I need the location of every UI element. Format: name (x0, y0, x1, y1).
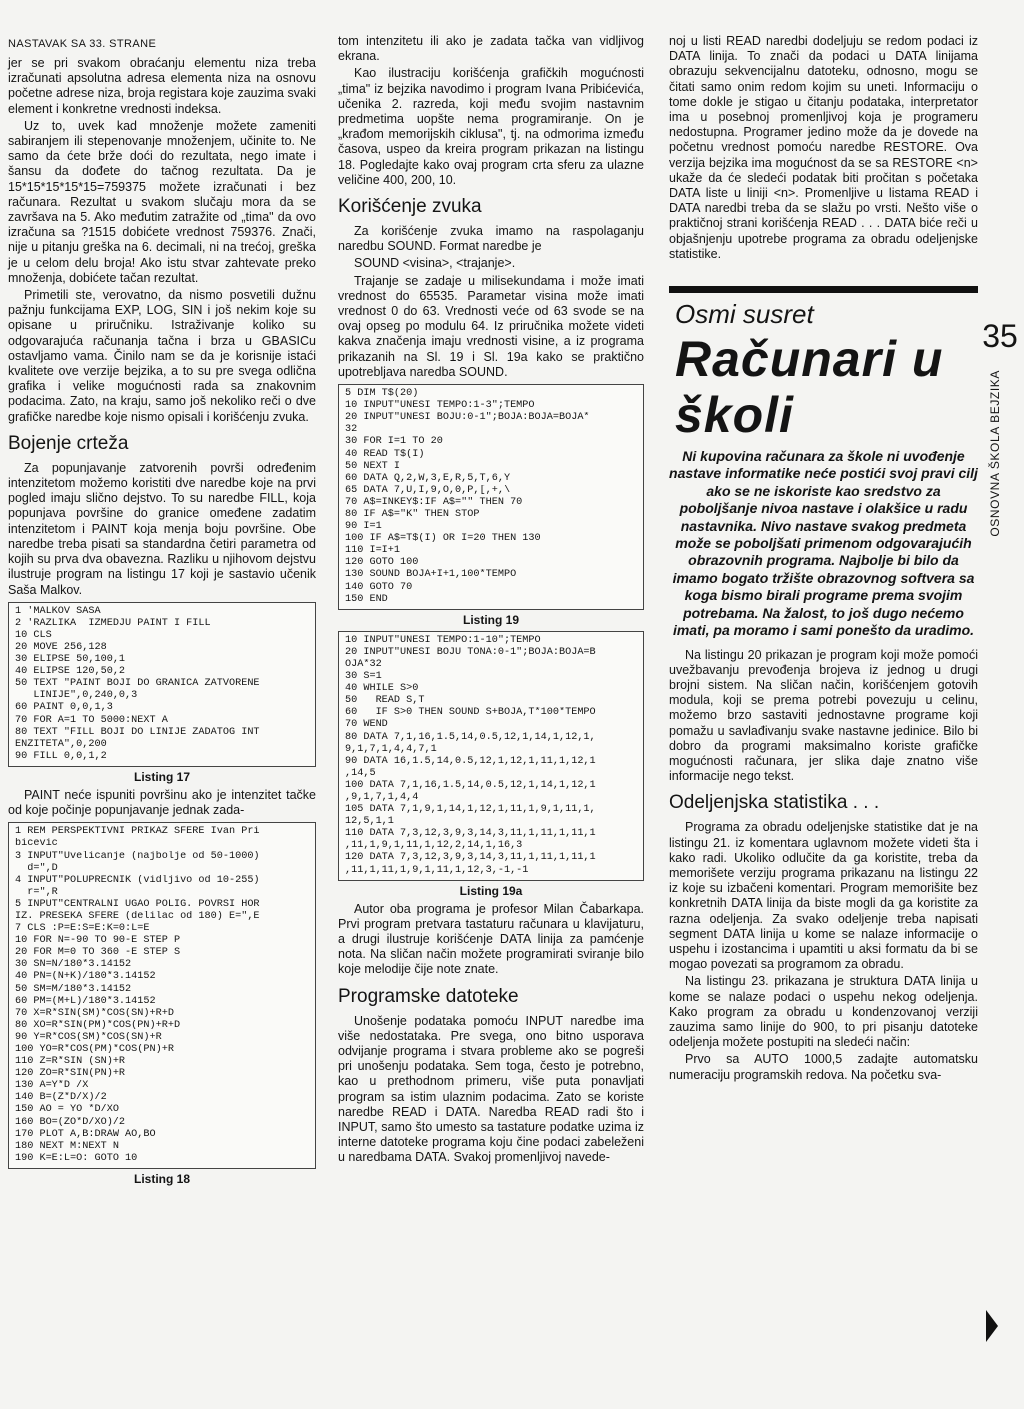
code-line: 30 FOR I=1 TO 20 (345, 436, 443, 448)
code-line: 110 I=I+1 (345, 545, 401, 557)
code-line: 70 A$=INKEY$:IF A$="" THEN 70 (345, 496, 523, 508)
listing-19a (338, 631, 644, 881)
code-line: 180 NEXT M:NEXT N (15, 1140, 119, 1152)
code-line: 1 REM PERSPEKTIVNI PRIKAZ SFERE Ivan Pri (15, 826, 260, 838)
code-line: ,9,1,7,1,4,4 (345, 791, 419, 803)
paragraph: Na listingu 23. prikazana je struktura DATA linija u kome se nalaze podaci o uspehu nekog odeljenja. Kako program za obradu u kondenzovanoj verziji zauzima samo linije do 900, to pri pisanju datoteke odeljenja možete postupiti na sledeći način: (669, 974, 978, 1050)
code-line: 40 WHILE S>0 (345, 683, 419, 695)
listing-19-caption: Listing 19 (462, 612, 519, 627)
code-line: 120 DATA 7,3,12,3,9,3,14,3,11,1,11,1,11,1 (345, 852, 596, 864)
code-line: 40 READ T$(I) (345, 448, 425, 460)
paragraph: PAINT neće ispuniti površinu ako je intenzitet tačke od koje počinje popunjavanje jednak zada- (8, 787, 316, 818)
listing-18-caption: Listing 18 (133, 1171, 190, 1186)
code-line: 7 CLS :P=E:S=E:K=0:L=E (15, 923, 150, 935)
listing-17 (8, 602, 316, 767)
page-sidebar (980, 318, 1020, 578)
paragraph: Primetili ste, verovatno, da nismo posvetili dužnu pažnju funkcijama EXP, LOG, SIN i još nekim koje su opisane u priručniku. Istraživanje koliko su odgovarajuća računanja tačna i brza u GBASICu ostavljamo vama. Činilo nam se da je korisnije istaći kvalitete ove verzije bejzika, a to su pre svega odlična grafika i velike mogućnosti rada sa znakovnim podacima. Zato, na kraju, samo još nekoliko reči o dve grafičke naredbe koje nismo opisali i korišćenju zvuka. (8, 288, 316, 424)
code-line: 70 X=R*SIN(SM)*COS(SN)+R+D (15, 1007, 174, 1019)
code-line: 4 INPUT"POLUPRECNIK (vidljivo od 10-255) (15, 874, 260, 886)
code-line: 90 DATA 16,1.5,14,0.5,12,1,12,1,11,1,12,1 (345, 755, 596, 767)
code-line: LINIJE",0,240,0,3 (15, 690, 138, 702)
code-line: ENZITETA",0,200 (15, 738, 107, 750)
code-line: 140 GOTO 70 (345, 581, 413, 593)
code-line: 5 DIM T$(20) (345, 388, 419, 400)
column-1 (8, 34, 316, 1190)
paragraph: Trajanje se zadaje u milisekundama i može imati vrednost do 65535. Parametar visina može imati vrednost 0 do 63. Vrednosti veće od 63 svode se na ovaj opseg po modulu 64. Iz priručnika možete videti kakva značenja imaju vrednosti visine, a iz programa prikazanih na Sl. 19 i Sl. 19a kako se praktično upotrebljava naredba SOUND. (338, 273, 644, 379)
code-line: 70 WEND (345, 719, 388, 731)
paragraph: Za korišćenje zvuka imamo na raspolaganju naredbu SOUND. Format naredbe je (338, 224, 644, 254)
code-line: 150 AO = YO *D/XO (15, 1104, 119, 1116)
code-line: 105 DATA 7,1,9,1,14,1,12,1,11,1,9,1,11,1, (345, 804, 596, 816)
code-line: 90 Y=R*COS(SM)*COS(SN)+R (15, 1031, 162, 1043)
code-line: d=",D (15, 862, 58, 874)
code-line: 10 CLS (15, 629, 52, 641)
code-line: 80 TEXT "FILL BOJI DO LINIJE ZADATOG INT (15, 726, 260, 738)
code-line: 100 IF A$=T$(I) OR I=20 THEN 130 (345, 533, 541, 545)
page-number: 35 (982, 318, 1018, 354)
section-rule (669, 286, 978, 293)
article-lead: Ni kupovina računara za škole ni uvođenje nastave informatike neće postići svoj pravi cilj ako se ne iskoriste kao sredstvo za poboljšanje nivoa nastave i olakšice u radu nastavnika. Nivo nastave svakog predmeta može se poboljšati primenom odgovarajućih obrazovnih programa. Najbolje bi bilo da imamo bogato tržište obrazovnog softvera sa koga bismo birali programe prema svojim potrebama. Na žalost, to još dugo nećemo imati, pa moramo i sami ponešto da uradimo. (669, 448, 978, 639)
code-line: 2 'RAZLIKA IZMEDJU PAINT I FILL (15, 617, 211, 629)
paragraph: Programa za obradu odeljenjske statistike dat je na listingu 21. iz komentara uglavnom možete videti šta i kako radi. Ukoliko odlučite da ga koristite, treba da memorišete verziju programa prikazanu na listingu 22 iz koje su izbačeni komentari. Program memorišite bez konkretnih DATA linija da biste mogli da ga koristite za razna odeljenja. Za svako odeljenje treba napisati segment DATA linija u kome se nalaze informacije o uspehu i izostancima i upamtiti u aksi formatu da bi se mogao povezati sa programom za obradu. (669, 820, 978, 972)
code-line: 130 A=Y*D /X (15, 1080, 89, 1092)
continue-arrow-icon (986, 1310, 998, 1342)
article-title-line-2: školi (675, 387, 794, 444)
code-line: 10 FOR N=-90 TO 90-E STEP P (15, 935, 181, 947)
code-line: 120 GOTO 100 (345, 557, 419, 569)
code-line: 110 Z=R*SIN (SN)+R (15, 1056, 126, 1068)
code-line: 20 MOVE 256,128 (15, 641, 107, 653)
code-line: 40 ELIPSE 120,50,2 (15, 666, 126, 678)
paragraph: Unošenje podataka pomoću INPUT naredbe ima više nedostataka. Pre svega, ono bitno usporava odvijanje programa i stvara probleme ako se pogreši pri unošenju podataka. Sem toga, često je potrebno, kao u prethodnom primeru, više puta ponavljati program sa istim ulaznim podacima. Zato se koriste naredbe READ i DATA. Naredba READ radi što i INPUT, samo što umesto sa tastature podatke uzima iz interne datoteke programa koju čine podaci zabeleženi u naredbama DATA. Svakoj promenljivoj navede- (338, 1013, 644, 1165)
code-line: 12,5,1,1 (345, 816, 394, 828)
code-line: 110 DATA 7,3,12,3,9,3,14,3,11,1,11,1,11,1 (345, 828, 596, 840)
section-heading-bojenje: Bojenje crteža (8, 432, 129, 454)
code-line: 80 DATA 7,1,16,1.5,14,0.5,12,1,14,1,12,1, (345, 731, 596, 743)
code-line: 170 PLOT A,B:DRAW AO,BO (15, 1128, 156, 1140)
paragraph: jer se pri svakom obraćanju elementu niza treba izračunati apsolutna adresa elementa niza na osnovu početne adrese niza, broja registara koje zauzima svaki element i konkretne vrednosti indeksa. (8, 56, 316, 116)
code-line: 60 PM=(M+L)/180*3.14152 (15, 995, 156, 1007)
code-line: 10 INPUT"UNESI TEMPO:1-3";TEMPO (345, 400, 535, 412)
code-line: 50 TEXT "PAINT BOJI DO GRANICA ZATVORENE (15, 678, 260, 690)
code-line: 80 IF A$="K" THEN STOP (345, 509, 480, 520)
code-line: 100 DATA 7,1,16,1.5,14,0.5,12,1,14,1,12,1 (345, 779, 596, 791)
section-heading-datoteke: Programske datoteke (338, 985, 519, 1007)
code-line: 60 IF S>0 THEN SOUND S+BOJA,T*100*TEMPO (345, 707, 596, 719)
paragraph: Autor oba programa je profesor Milan Čabarkapa. Prvi program pretvara tastaturu računara u klavijaturu, a drugi ilustruje korišćenje DATA linija za pamćenje nota. Na sličan način možete programirati sviranje bilo koje melodije čije note znate. (338, 901, 644, 977)
code-line: 20 INPUT"UNESI BOJU:0-1";BOJA:BOJA=BOJA* (345, 412, 590, 424)
code-line: bicevic (15, 838, 58, 850)
code-line: ,11,1,9,1,11,1,12,2,14,1,16,3 (345, 840, 523, 852)
code-line: 90 I=1 (345, 521, 382, 533)
column-3 (669, 34, 978, 1085)
magazine-section-label: OSNOVNA ŠKOLA BEJZIKA (988, 370, 1002, 537)
paragraph: tom intenzitetu ili ako je zadata tačka van vidljivog ekrana. (338, 34, 644, 64)
paragraph: Prvo sa AUTO 1000,5 zadajte automatsku numeraciju programskih redova. Na početku sva- (669, 1052, 978, 1082)
code-line: IZ. PRESEKA SFERE (delilac od 180) E=",E (15, 910, 260, 922)
column-2 (338, 34, 644, 1168)
article-title-line-1: Računari u (675, 331, 944, 388)
code-line: 50 SM=M/180*3.14152 (15, 983, 132, 995)
code-line: 65 DATA 7,U,I,9,O,0,P,[,+,\ (345, 484, 511, 496)
code-line: 70 FOR A=1 TO 5000:NEXT A (15, 714, 168, 726)
continued-from-label: NASTAVAK SA 33. STRANE (8, 38, 157, 50)
paragraph: Kao ilustraciju korišćenja grafičkih mogućnosti „tima" iz bejzika navodimo i program Ivana Pribićevića, učenika 2. razreda, koji među svojim nastavnim predmetima uopšte nema programiranje. On je „krađom memorijskih ciklusa", tj. na odmorima između časova, uspeo da kreira program prikazan na listingu 18. Pogledajte kako ovaj program crta sferu za ulazne veličine 400, 200, 10. (338, 66, 644, 187)
code-line: 20 INPUT"UNESI BOJU TONA:0-1";BOJA:BOJA=B (345, 646, 596, 658)
code-line: 50 READ S,T (345, 695, 425, 707)
code-line: ,11,1,11,1,9,1,11,1,12,3,-1,-1 (345, 864, 529, 876)
code-line: 32 (345, 424, 358, 436)
paragraph: Na listingu 20 prikazan je program koji može pomoći uvežbavanju prevođenja brojeva iz jednog u drugi brojni sistem. Na sličan način, korišćenjem gotovih modula, koji se prema potrebi povezuju u celinu, možemo brzo sastaviti jednostavne programe koji pomažu u savlađivanju svake nastavne jedinice. Bilo bi dobro da programi maksimalno koriste grafičke mogućnosti računara, jer slika daje znatno više informacije nego tekst. (669, 647, 978, 784)
code-line: 20 FOR M=0 TO 360 -E STEP S (15, 947, 181, 959)
paragraph: noj u listi READ naredbi dodeljuju se redom podaci iz DATA linija. To znači da podaci u DATA linijama obrazuju sekvencijalnu datoteku, odnosno, mogu se čitati samo onim redom kojim su uneti. Informaciju o tome dokle je stigao u čitanju podataka, interpretator ima u posebnoj promenljivoj koja je programeru nedostupna. Programer jedino može da je dovede na početnu vrednost pomoću naredbe RESTORE. Ova verzija bejzika ima mogućnost da se sa RESTORE <n> ukaže da će sledeći podatak biti pročitan s početaka DATA liste u liniji <n>. Promenljive u listama READ i DATA naredbi treba da se slažu po vrsti. Nešto više o praktičnoj strani korišćenja READ . . . DATA biće reči u objašnjenju upotrebe programa za obradu odeljenjske statistike. (669, 34, 978, 261)
code-line: 160 BO=(ZO*D/XO)/2 (15, 1116, 126, 1128)
code-line: 40 PN=(N+K)/180*3.14152 (15, 971, 156, 983)
code-line: 120 ZO=R*SIN(PN)+R (15, 1068, 126, 1080)
code-line: 90 FILL 0,0,1,2 (15, 750, 107, 762)
code-line: 150 END (345, 593, 388, 605)
sound-format: SOUND <visina>, <trajanje>. (354, 256, 516, 271)
code-line: 5 INPUT"CENTRALNI UGAO POLIG. POVRSI HOR (15, 898, 260, 910)
code-line: 30 SN=N/180*3.14152 (15, 959, 132, 971)
section-heading-zvuk: Korišćenje zvuka (338, 196, 482, 218)
code-line: 50 NEXT I (345, 460, 401, 472)
code-line: 130 SOUND BOJA+I+1,100*TEMPO (345, 569, 517, 581)
code-line: 9,1,7,1,4,4,7,1 (345, 743, 437, 755)
paragraph: Za popunjavanje zatvorenih površi određenim intenzitetom možemo koristiti dve naredbe koje na prvi pogled imaju slično dejstvo. To su naredbe FILL, koja popunjava površine do granice omeđene zadatim intenzitetom i PAINT koja menja boju površine. Obe naredbe treba pisati sa standardna četiri parametra od kojih su prva dva obavezna. Razliku u njihovom dejstvu ilustruje program na listingu 17 koji je sastavio učenik Saša Malkov. (8, 460, 316, 597)
listing-18 (8, 822, 316, 1169)
code-line: 10 INPUT"UNESI TEMPO:1-10";TEMPO (345, 634, 541, 646)
code-line: 80 XO=R*SIN(PM)*COS(PN)+R+D (15, 1019, 181, 1031)
section-heading-statistika: Odeljenjska statistika . . . (669, 792, 880, 814)
code-line: r=",R (15, 886, 58, 898)
code-line: 60 DATA Q,2,W,3,E,R,5,T,6,Y (345, 472, 511, 484)
listing-19a-caption: Listing 19a (459, 883, 523, 898)
code-line: 30 S=1 (345, 671, 382, 683)
code-line: 60 PAINT 0,0,1,3 (15, 702, 113, 714)
code-line: 30 ELIPSE 50,100,1 (15, 654, 126, 666)
code-line: 3 INPUT"Uvelicanje (najbolje od 50-1000) (15, 850, 260, 862)
code-line: 1 'MALKOV SASA (15, 605, 101, 617)
code-line: ,14,5 (345, 767, 376, 779)
listing-17-caption: Listing 17 (133, 769, 190, 784)
listing-19 (338, 384, 644, 610)
code-line: OJA*32 (345, 658, 382, 670)
code-line: 140 B=(Z*D/X)/2 (15, 1092, 107, 1104)
code-line: 100 YO=R*COS(PM)*COS(PN)+R (15, 1044, 174, 1056)
code-line: 190 K=E:L=O: GOTO 10 (15, 1152, 138, 1164)
paragraph: Uz to, uvek kad množenje možete zameniti sabiranjem ili stepenovanje množenjem, učinite to. Ne samo da ćete brže doći do rezultata, nego imate i šansu da dođete do tačnog rezultata. Da je 15*15*15*15*15=759375 možete izračunati i bez računara. Rezultat u svakom slučaju mora da se završava na 5. Ako međutim zatražite od „tima" da ovo izračuna sa ?1515 dobićete vrednost 759376. Znači, nije u pitanju greška na 6. decimali, ni na trećoj, greška je u celom delu broja! Ako istu stvar zahtevate preko množenja, dobićete tačan rezultat. (8, 118, 316, 285)
series-label: Osmi susret (675, 299, 814, 330)
